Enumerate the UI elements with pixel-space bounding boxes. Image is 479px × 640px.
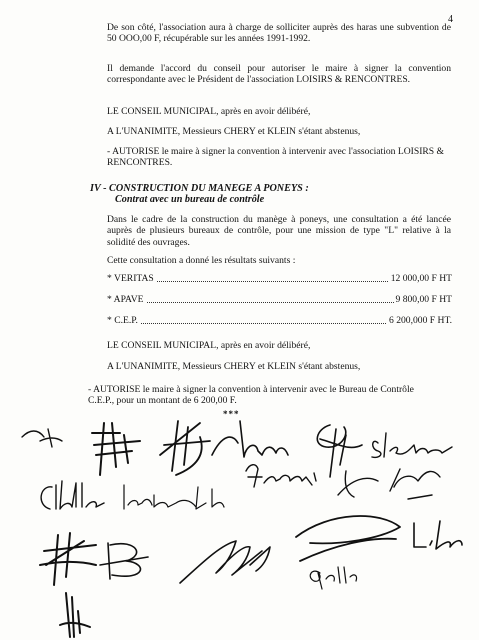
paragraph-unanimite-2: A L'UNANIMITE, Messieurs CHERY et KLEIN s'étant abstenus,	[107, 361, 361, 372]
signature-frauyer	[246, 465, 316, 487]
result-amount: 6 200,000 F HT.	[389, 315, 452, 326]
signature-1	[22, 429, 62, 447]
section-subtitle: Contrat avec un bureau de contrôle	[115, 194, 265, 205]
result-row-cep	[107, 315, 452, 327]
signature-gollo	[310, 567, 356, 589]
paragraph-unanimite-1: A L'UNANIMITE, Messieurs CHERY et KLEIN s'étant abstenus,	[107, 126, 361, 137]
signature-11	[414, 521, 462, 549]
result-label: * C.E.P.	[107, 315, 138, 326]
paragraph-accord: Il demande l'accord du conseil pour autoriser le maire à signer la convention correspondante avec le Président de l'association LOISIRS & RENCONTRES.	[107, 63, 451, 86]
signature-10	[296, 516, 400, 561]
signature-8	[100, 543, 148, 579]
paragraph-autorise-1: - AUTORISE le maire à signer la convention à intervenir avec l'association LOISIRS & RENCONTRES.	[107, 146, 444, 169]
result-label: * APAVE	[107, 294, 144, 305]
paragraph-conseil-2: LE CONSEIL MUNICIPAL, après en avoir délibéré,	[107, 340, 311, 351]
signatures-block	[0, 415, 479, 640]
paragraph-conseil-1: LE CONSEIL MUNICIPAL, après en avoir délibéré,	[107, 106, 311, 117]
paragraph-autorise-2: - AUTORISE le maire à signer la convention à intervenir avec le Bureau de Contrôle C.E.P., pour un montant de 6 200,00 F.	[88, 384, 414, 407]
result-label: * VERITAS	[107, 273, 154, 284]
signature-5	[317, 425, 362, 477]
signature-lambertrand	[124, 485, 224, 509]
section-title: IV - CONSTRUCTION DU MANEGE A PONEYS :	[90, 183, 309, 194]
signature-2	[92, 423, 140, 475]
signature-clellet	[41, 481, 104, 509]
result-row-veritas	[107, 273, 452, 285]
paragraph-consultation: Dans le cadre de la construction du manège à poneys, une consultation a été lancée auprès de plusieurs bureaux de contrôle, pour une mission de type "L" relative à la solidité des ouvrages.	[107, 214, 451, 248]
paragraph-resultats: Cette consultation a donné les résultats suivants :	[107, 255, 296, 266]
separator-stars: ***	[223, 409, 240, 419]
result-amount: 12 000,00 F HT	[390, 273, 452, 284]
signature-9	[180, 541, 270, 583]
signature-6	[338, 469, 440, 499]
signature-stema	[372, 433, 452, 457]
signature-3	[160, 421, 210, 475]
paragraph-subvention: De son côté, l'association aura à charge de solliciter auprès des haras une subvention de 50 OOO,00 F, récupérable sur les années 1991-1992.	[107, 22, 451, 45]
page-number: 4	[448, 14, 453, 25]
signature-12	[60, 593, 90, 637]
result-row-apave	[107, 294, 452, 306]
result-amount: 9 800,00 F HT	[395, 294, 452, 305]
signature-4	[212, 421, 288, 457]
signature-7	[40, 533, 96, 585]
